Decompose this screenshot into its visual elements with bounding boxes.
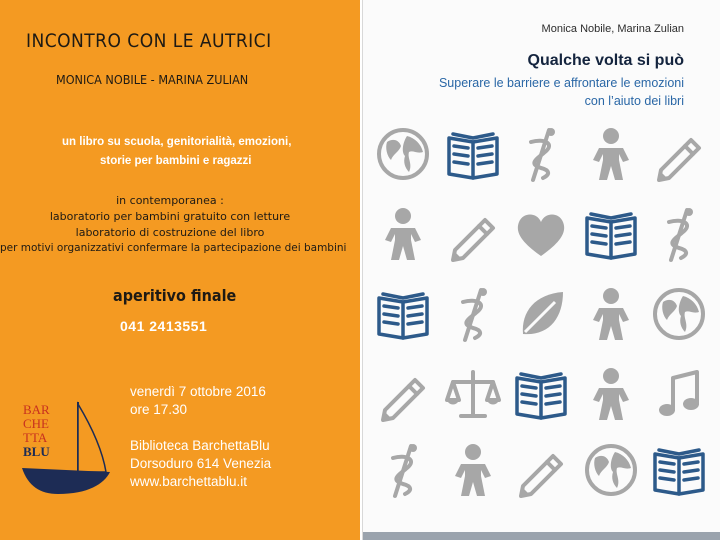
pencil-icon (511, 440, 571, 500)
child-icon (581, 284, 641, 344)
contemporary-heading: in contemporanea : (116, 194, 224, 207)
child-icon (443, 440, 503, 500)
caduceus-icon (443, 284, 503, 344)
pencil-icon (443, 204, 503, 264)
event-title: INCONTRO CON LE AUTRICI (26, 30, 272, 52)
cover-subtitle-line-1: Superare le barriere e affrontare le emozioni (438, 76, 684, 90)
aperitivo-line: aperitivo finale (113, 286, 237, 305)
caduceus-icon (373, 440, 433, 500)
description-line-1: un libro su scuola, genitorialità, emozioni, (62, 136, 292, 148)
workshop-book-line: laboratorio di costruzione del libro (75, 226, 265, 239)
book-cover (362, 0, 720, 540)
heart-icon (511, 204, 571, 264)
pencil-icon (649, 124, 709, 184)
logo-text-bar: BAR (23, 402, 50, 417)
website-link[interactable]: www.barchettablu.it (130, 474, 248, 489)
cover-authors: Monica Nobile, Marina Zulian (541, 23, 684, 35)
caduceus-icon (649, 204, 709, 264)
book-icon (649, 440, 709, 500)
description-line-2: storie per bambini e ragazzi (100, 155, 252, 167)
logo-text-blu: BLU (23, 444, 50, 459)
phone-number: 041 2413551 (120, 318, 208, 334)
book-icon (511, 364, 571, 424)
book-icon (373, 284, 433, 344)
globe-icon (649, 284, 709, 344)
globe-icon (373, 124, 433, 184)
child-icon (373, 204, 433, 264)
barchettablu-logo (18, 398, 114, 498)
venue-address: Dorsoduro 614 Venezia (130, 456, 272, 471)
cover-title: Qualche volta si può (527, 52, 684, 69)
caduceus-icon (511, 124, 571, 184)
logo-text-che: CHE (23, 416, 49, 431)
logo-text-tta: TTA (23, 430, 48, 445)
event-date: venerdì 7 ottobre 2016 (130, 384, 266, 399)
globe-icon (581, 440, 641, 500)
music-note-icon (649, 364, 709, 424)
pencil-icon (373, 364, 433, 424)
child-icon (581, 124, 641, 184)
book-icon (581, 204, 641, 264)
authors-line: MONICA NOBILE - MARINA ZULIAN (56, 72, 249, 87)
workshop-reading-line: laboratorio per bambini gratuito con letture (49, 210, 291, 223)
event-time: ore 17.30 (130, 402, 188, 417)
cover-subtitle-line-2: con l’aiuto dei libri (584, 94, 684, 108)
boat-logo-icon (18, 398, 114, 498)
venue-name: Biblioteca BarchettaBlu (130, 438, 270, 453)
scales-icon (443, 364, 503, 424)
child-icon (581, 364, 641, 424)
leaf-icon (511, 284, 571, 344)
book-icon (443, 124, 503, 184)
cover-bottom-strip (363, 532, 720, 540)
confirmation-note: per motivi organizzativi confermare la partecipazione dei bambini (0, 242, 347, 254)
